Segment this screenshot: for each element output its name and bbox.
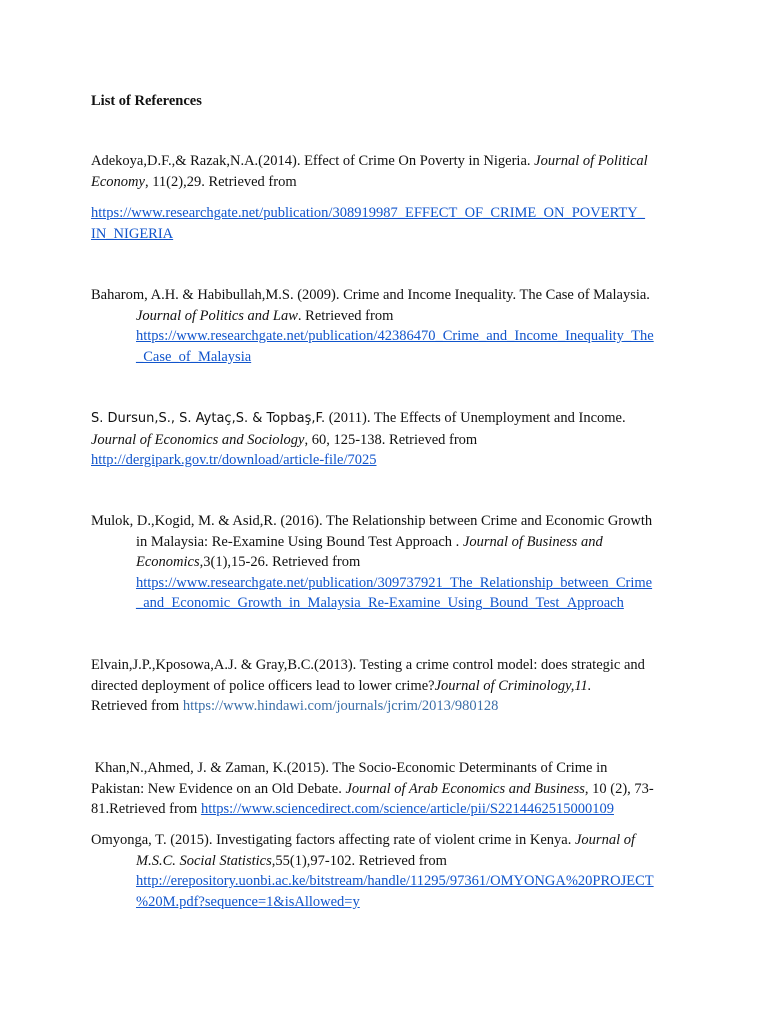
reference-link[interactable]: https://www.sciencedirect.com/science/article/pii/S2214462515000109 xyxy=(200,801,614,818)
reference-link[interactable]: http://dergipark.gov.tr/download/article-file/7025 xyxy=(91,452,377,469)
reference-mulok: Mulok, D.,Kogid, M. & Asid,R. (2016). The Relationship between Crime and Economic Growth in Malaysia: Re-Examine Using Bound Test Approach . Journal of Business and Economics,3(1),15-26. Retrieved from https://www.researchgate.net/publication/309737921_The_Relationship_between_Crime _and_Economic_Growth_in_Malaysia_Re-Examine_Using_Bound_Test_Approach xyxy=(91,511,691,614)
journal-name: Journal of xyxy=(575,832,636,848)
journal-name: Journal of Politics and Law xyxy=(136,307,298,324)
reference-link[interactable]: https://www.researchgate.net/publication/42386470_Crime_and_Income_Inequality_The xyxy=(136,328,654,345)
reference-link[interactable]: https://www.researchgate.net/publication/309737921_The_Relationship_between_Crime xyxy=(136,574,653,591)
reference-link-continued[interactable]: _and_Economic_Growth_in_Malaysia_Re-Examine_Using_Bound_Test_Approach xyxy=(136,595,624,612)
reference-adekoya: Adekoya,D.F.,& Razak,N.A.(2014). Effect of Crime On Poverty in Nigeria. Journal of Political Economy, 11(2),29. Retrieved from xyxy=(91,153,648,190)
reference-omyonga: Omyonga, T. (2015). Investigating factors affecting rate of violent crime in Kenya. Journal of M.S.C. Social Statistics,55(1),97-102. Retrieved from http://erepository.uonbi.ac.ke/bitstream/handle/11295/97361/OMYONGA%20PROJECT %20M.pdf?sequence=1&isAllowed=y xyxy=(91,830,691,912)
journal-name: Journal of Arab Economics and Business xyxy=(345,780,585,797)
reference-link-continued[interactable]: _Case_of_Malaysia xyxy=(136,348,252,365)
reference-link[interactable]: https://www.researchgate.net/publication/308919987_EFFECT_OF_CRIME_ON_POVERTY_ xyxy=(91,205,645,221)
reference-link[interactable]: http://erepository.uonbi.ac.ke/bitstream/handle/11295/97361/OMYONGA%20PROJECT xyxy=(136,873,654,890)
reference-adekoya-url xyxy=(91,203,691,244)
journal-name: Journal of Economics and Sociology xyxy=(91,431,305,448)
journal-name: Journal of Political xyxy=(534,153,648,169)
journal-name: Journal of Criminology,11. xyxy=(434,677,592,694)
journal-name: Economics xyxy=(136,554,200,571)
journal-name: Economy xyxy=(91,173,145,190)
reference-link[interactable]: https://www.hindawi.com/journals/jcrim/2013/980128 xyxy=(182,698,499,715)
reference-elvain: Elvain,J.P.,Kposowa,A.J. & Gray,B.C.(2013). Testing a crime control model: does strategic and directed deployment of police officers lead to lower crime?Journal of Criminology,11. Retrieved from https://www.hindawi.com/journals/jcrim/2013/980128 xyxy=(91,657,645,715)
reference-link-continued[interactable]: %20M.pdf?sequence=1&isAllowed=y xyxy=(136,893,360,910)
journal-name: Journal of Business and xyxy=(462,533,603,550)
reference-link-continued[interactable]: IN_NIGERIA xyxy=(91,225,174,242)
reference-khan: Khan,N.,Ahmed, J. & Zaman, K.(2015). The Socio-Economic Determinants of Crime in Pakistan: New Evidence on an Old Debate. Journal of Arab Economics and Business, 10 (2), 73- 81.Retrieved from https://www.sciencedirect.com/science/article/pii/S2214462515000109 xyxy=(91,760,654,818)
reference-baharom: Baharom, A.H. & Habibullah,M.S. (2009). Crime and Income Inequality. The Case of Malaysia. Journal of Politics and Law. Retrieved from https://www.researchgate.net/publication/42386470_Crime_and_Income_Inequality_The _Case_of_Malaysia xyxy=(91,285,691,367)
reference-dursun: S. Dursun,S., S. Aytaç,S. & Topbaş,F. (2011). The Effects of Unemployment and Income. Journal of Economics and Sociology, 60, 125-138. Retrieved from http://dergipark.gov.tr/download/article-file/7025 xyxy=(91,408,691,471)
page-title: List of References xyxy=(91,93,202,109)
journal-name: M.S.C. Social Statistics xyxy=(136,852,272,869)
